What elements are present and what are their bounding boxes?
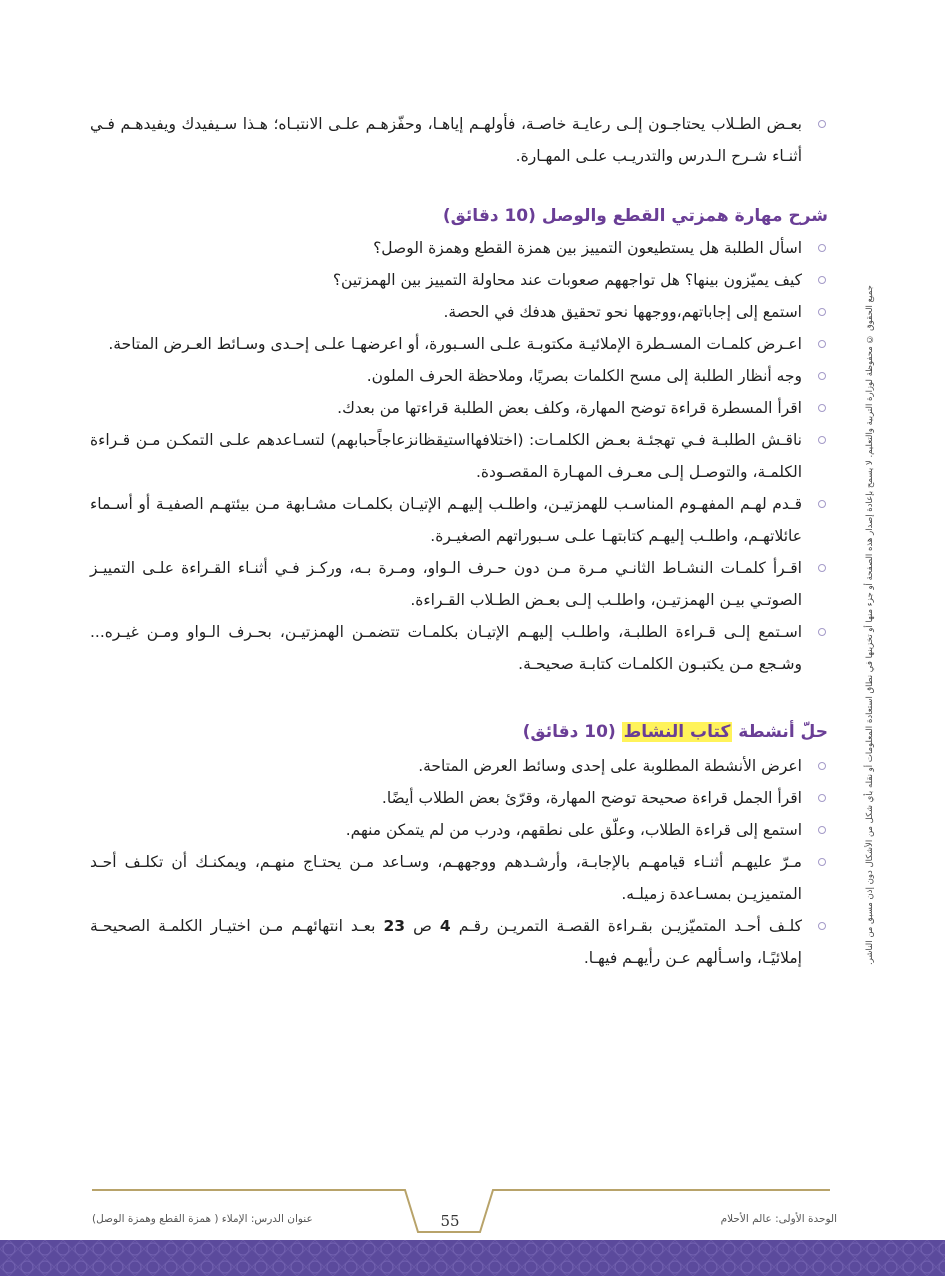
bullet-icon	[818, 826, 826, 834]
list-item: اقرأ المسطرة قراءة توضح المهارة، وكلف بعض الطلبة قراءتها من بعدك.	[90, 392, 828, 424]
copyright-side-note: جميع الحقوق © محفوظة لوزارة التربية والتعليم. لا يسمح بإعادة إصدار هذه الصفحة أو جزء منها أو تخزينها في نطاق استعادة المعلومات أو نقله بأي شكل من الأشكال دون إذن مسبق من الناشر.	[865, 285, 875, 965]
list-item: استمع إلى إجاباتهم،ووجهها نحو تحقيق هدفك في الحصة.	[90, 296, 828, 328]
intro-list	[90, 108, 828, 172]
bullet-icon	[818, 120, 826, 128]
bullet-icon	[818, 762, 826, 770]
list-item: مـرّ عليهـم أثنـاء قيامهـم بالإجابـة، وأرشـدهم ووجههـم، وسـاعد مـن يحتـاج منهـم، ويمكنـك أن تكلـف أحـد المتميزيـن بمسـاعدة زميلـه.	[90, 846, 828, 910]
bullet-icon	[818, 276, 826, 284]
section1-list	[90, 232, 828, 680]
highlighted-text: كتاب النشاط	[623, 722, 731, 742]
list-item: بعـض الطـلاب يحتاجـون إلـى رعايـة خاصـة، فأولهـم إياهـا، وحفّزهـم علـى الانتبـاه؛ هـذا سـيفيدك ويفيدهـم فـي أثنـاء شـرح الـدرس والتدريـب علـى المهـارة.	[90, 108, 828, 172]
bullet-icon	[818, 922, 826, 930]
section2-list	[90, 750, 828, 974]
list-item: اعـرض كلمـات المسـطرة الإملائيـة مكتوبـة علـى السـبورة، أو اعرضهـا علـى إحـدى وسـائط العـرض المتاحة.	[90, 328, 828, 360]
bullet-icon	[818, 244, 826, 252]
bottom-decorative-band	[0, 1240, 945, 1276]
bullet-icon	[818, 340, 826, 348]
section-title-activities: حلّ أنشطة كتاب النشاط (10 دقائق)	[522, 722, 828, 742]
bullet-icon	[818, 794, 826, 802]
bullet-icon	[818, 628, 826, 636]
bullet-icon	[818, 500, 826, 508]
list-item: اقـرأ كلمـات النشـاط الثانـي مـرة مـن دون حـرف الـواو، ومـرة بـه، وركـز فـي أثنـاء القـراءة علـى التمييـز الصوتـي بيـن الهمزتيـن، واطلـب إلـى بعـض الطـلاب القـراءة.	[90, 552, 828, 616]
bullet-icon	[818, 564, 826, 572]
list-item: كيف يميّزون بينها؟ هل تواجههم صعوبات عند محاولة التمييز بين الهمزتين؟	[90, 264, 828, 296]
page-number: 55	[440, 1212, 460, 1230]
footer-frame	[0, 1180, 945, 1242]
list-item: كلـف أحـد المتميّزيـن بقـراءة القصـة التمريـن رقـم 4 ص 23 بعـد انتهائهـم مـن اختيـار الكلمـة الصحيحـة إملائيًـا، واسـألهم عـن رأيهـم فيهـا.	[90, 910, 828, 974]
bullet-icon	[818, 372, 826, 380]
list-item: وجه أنظار الطلبة إلى مسح الكلمات بصريًا، وملاحظة الحرف الملون.	[90, 360, 828, 392]
bullet-icon	[818, 436, 826, 444]
list-item: قـدم لهـم المفهـوم المناسـب للهمزتيـن، واطلـب إليهـم الإتيـان بكلمـات مشـابهة مـن بيئتهـم الصفيـة أو أسـماء عائلاتهـم، واطلـب إليهـم كتابتهـا علـى سـبوراتهم الصغيـرة.	[90, 488, 828, 552]
list-item: استمع إلى قراءة الطلاب، وعلّق على نطقهم، ودرب من لم يتمكن منهم.	[90, 814, 828, 846]
footer-lesson: عنوان الدرس: الإملاء ( همزة القطع وهمزة الوصل)	[92, 1213, 313, 1225]
lesson-content	[90, 108, 828, 974]
list-item: اقرأ الجمل قراءة صحيحة توضح المهارة، وقرّئ بعض الطلاب أيضًا.	[90, 782, 828, 814]
band-pattern	[0, 1240, 945, 1276]
list-item: اسـتمع إلـى قـراءة الطلبـة، واطلـب إليهـم الإتيـان بكلمـات تتضمـن الهمزتيـن، بحـرف الـواو ومـن غيـره... وشـجع مـن يكتبـون الكلمـات كتابـة صحيحـة.	[90, 616, 828, 680]
section-title-skill: شرح مهارة همزتي القطع والوصل (10 دقائق)	[442, 206, 828, 226]
bullet-icon	[818, 308, 826, 316]
list-item: اعرض الأنشطة المطلوبة على إحدى وسائط العرض المتاحة.	[90, 750, 828, 782]
list-item: اسأل الطلبة هل يستطيعون التمييز بين همزة القطع وهمزة الوصل؟	[90, 232, 828, 264]
list-item: ناقـش الطلبـة فـي تهجئـة بعـض الكلمـات: (اختلافهااستيقظانزعاجاًحبابهم) لتسـاعدهم علـى التمكـن مـن قـراءة الكلمـة، والتوصـل إلـى معـرف المهـارة المقصـودة.	[90, 424, 828, 488]
bullet-icon	[818, 858, 826, 866]
bullet-icon	[818, 404, 826, 412]
footer-unit: الوحدة الأولى: عالم الأحلام	[720, 1213, 837, 1225]
